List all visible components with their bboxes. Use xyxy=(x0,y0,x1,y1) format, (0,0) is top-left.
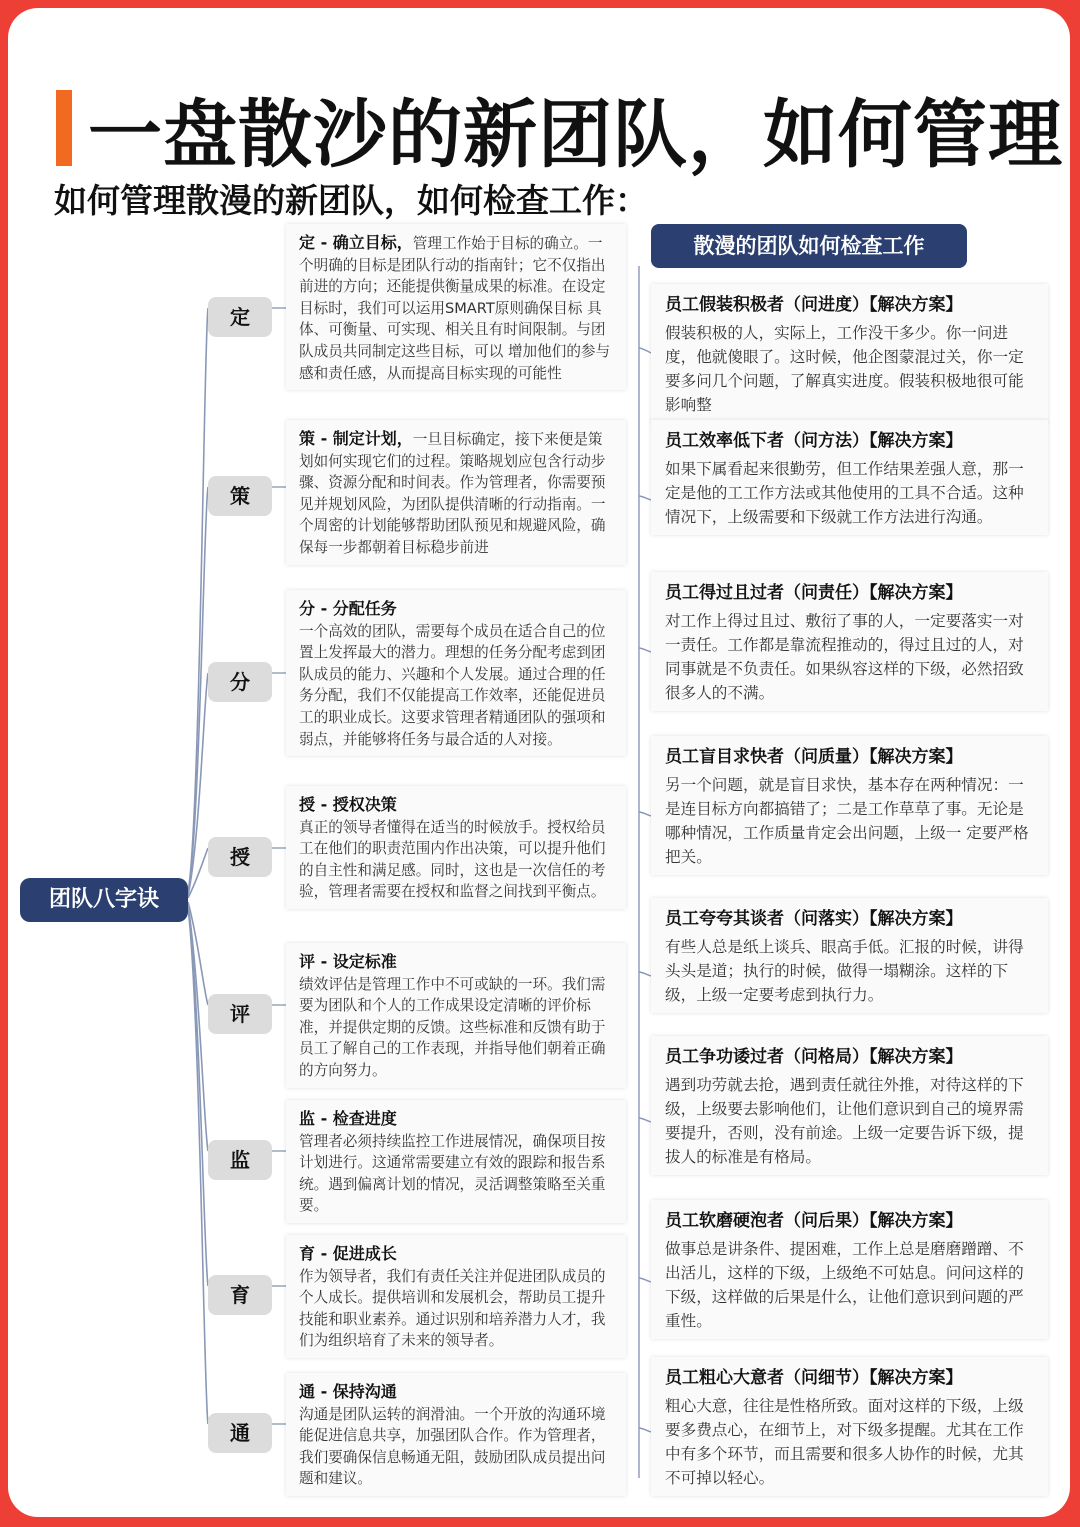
card-text: 沟通是团队运转的润滑油。一个开放的沟通环境能促进信息共享，加强团队合作。作为管理者，我们要确保信息畅通无阻，鼓励团队成员提出问题和建议。 xyxy=(299,1405,606,1488)
solution-card xyxy=(651,1200,1048,1339)
solution-text: 遇到功劳就去抢，遇到责任就往外推，对待这样的下级，上级要去影响他们，让他们意识到自己的境界需要提升，否则，没有前途。上级一定要告诉下级，提拔人的标准是有格局。 xyxy=(665,1076,1024,1166)
solution-text: 有些人总是纸上谈兵、眼高手低。汇报的时候，讲得头头是道；执行的时候，做得一塌糊涂。这样的下级，上级一定要考虑到执行力。 xyxy=(665,938,1024,1004)
solution-card xyxy=(651,572,1048,711)
poster xyxy=(8,8,1070,1517)
solution-card xyxy=(651,284,1048,423)
solution-heading: 员工假装积极者（问进度）【解决方案】 xyxy=(665,295,963,315)
solution-heading: 员工效率低下者（问方法）【解决方案】 xyxy=(665,431,963,451)
card-ping xyxy=(286,943,626,1088)
solution-heading: 员工盲目求快者（问质量）【解决方案】 xyxy=(665,747,963,767)
solution-heading: 员工粗心大意者（问细节）【解决方案】 xyxy=(665,1368,963,1388)
mindmap-root: 团队八字诀 xyxy=(20,878,188,922)
card-jian xyxy=(286,1100,626,1223)
right-section-header: 散漫的团队如何检查工作 xyxy=(651,224,967,268)
card-fen xyxy=(286,590,626,756)
node-ding: 定 xyxy=(208,297,272,337)
card-text: 一个高效的团队，需要每个成员在适合自己的位置上发挥最大的潜力。理想的任务分配考虑到团队成员的能力、兴趣和个人发展。通过合理的任务分配，我们不仅能提高工作效率，还能促进员工的职业成长。这要求管理者精通团队的强项和弱点，并能够将任务与最合适的人对接。 xyxy=(299,622,606,748)
card-heading: 评 - 设定标准 xyxy=(299,952,397,971)
card-text: 绩效评估是管理工作中不可或缺的一环。我们需要为团队和个人的工作成果设定清晰的评价标准，并提供定期的反馈。这些标准和反馈有助于员工了解自己的工作表现，并指导他们朝着正确的方向努力。 xyxy=(299,975,606,1079)
card-text: 作为领导者，我们有责任关注并促进团队成员的个人成长。提供培训和发展机会，帮助员工提升技能和职业素养。通过识别和培养潜力人才，我们为组织培育了未来的领导者。 xyxy=(299,1267,606,1350)
card-text: 一旦目标确定，接下来便是策划如何实现它们的过程。策略规划应包含行动步骤、资源分配和时间表。作为管理者，你需要预见并规划风险，为团队提供清晰的行动指南。一个周密的计划能够帮助团队预见和规避风险，确保每一步都朝着目标稳步前进 xyxy=(299,431,606,556)
solution-text: 粗心大意，往往是性格所致。面对这样的下级，上级要多费点心，在细节上，对下级多提醒。尤其在工作中有多个环节，而且需要和很多人协作的时候，尤其不可掉以轻心。 xyxy=(665,1397,1024,1487)
node-yu: 育 xyxy=(208,1275,272,1315)
solution-text: 另一个问题，就是盲目求快，基本存在两种情况：一是连目标方向都搞错了；二是工作草草了事。无论是哪种情况，工作质量肯定会出问题，上级一 定要严格把关。 xyxy=(665,776,1029,866)
card-ding xyxy=(286,224,626,390)
solution-card xyxy=(651,898,1048,1013)
solution-card xyxy=(651,1357,1048,1496)
solution-heading: 员工软磨硬泡者（问后果）【解决方案】 xyxy=(665,1211,963,1231)
node-tong: 通 xyxy=(208,1413,272,1453)
node-jian: 监 xyxy=(208,1140,272,1180)
card-heading: 监 - 检查进度 xyxy=(299,1109,397,1128)
card-ce xyxy=(286,420,626,565)
card-heading: 分 - 分配任务 xyxy=(299,599,397,618)
node-ce: 策 xyxy=(208,476,272,516)
node-ping: 评 xyxy=(208,994,272,1034)
card-shou xyxy=(286,786,626,909)
solution-heading: 员工得过且过者（问责任）【解决方案】 xyxy=(665,583,963,603)
solution-card xyxy=(651,420,1048,535)
page-subtitle: 如何管理散漫的新团队，如何检查工作： xyxy=(54,181,648,220)
solution-text: 如果下属看起来很勤劳，但工作结果差强人意，那一定是他的工工作方法或其他使用的工具不合适。这种情况下，上级需要和下级就工作方法进行沟通。 xyxy=(665,460,1024,526)
card-heading: 定 - 确立目标， xyxy=(299,233,413,252)
card-heading: 通 - 保持沟通 xyxy=(299,1382,397,1401)
card-heading: 授 - 授权决策 xyxy=(299,795,397,814)
solution-card xyxy=(651,736,1048,875)
card-yu xyxy=(286,1235,626,1358)
solution-text: 做事总是讲条件、提困难，工作上总是磨磨蹭蹭、不出活儿，这样的下级，上级绝不可姑息。问问这样的下级，这样做的后果是什么，让他们意识到问题的严重性。 xyxy=(665,1240,1024,1330)
node-shou: 授 xyxy=(208,837,272,877)
card-heading: 策 - 制定计划， xyxy=(299,429,413,448)
solution-card xyxy=(651,1036,1048,1175)
card-heading: 育 - 促进成长 xyxy=(299,1244,397,1263)
node-fen: 分 xyxy=(208,662,272,702)
card-text: 管理者必须持续监控工作进展情况，确保项目按计划进行。这通常需要建立有效的跟踪和报告系统。遇到偏离计划的情况，灵活调整策略至关重要。 xyxy=(299,1132,606,1215)
solution-text: 假装积极的人，实际上，工作没干多少。你一问进度，他就傻眼了。这时候，他企图蒙混过关，你一定要多问几个问题，了解真实进度。假装积极地很可能影响整 xyxy=(665,324,1024,414)
solution-text: 对工作上得过且过、敷衍了事的人，一定要落实一对一责任。工作都是靠流程推动的，得过且过的人，对同事就是不负责任。如果纵容这样的下级，必然招致很多人的不满。 xyxy=(665,612,1024,702)
card-text: 真正的领导者懂得在适当的时候放手。授权给员工在他们的职责范围内作出决策，可以提升他们的自主性和满足感。同时，这也是一次信任的考验，管理者需要在授权和监督之间找到平衡点。 xyxy=(299,818,606,901)
card-text: 管理工作始于目标的确立。一个明确的目标是团队行动的指南针；它不仅指出前进的方向；还能提供衡量成果的标准。在设定目标时，我们可以运用SMART原则确保目标 具体、可衡量、可实现、相关且有时间限制。与团队成员共同制定这些目标，可以 增加他们的参与感和责任感，从而提高目标实现的可能性 xyxy=(299,235,611,382)
solution-heading: 员工夸夸其谈者（问落实）【解决方案】 xyxy=(665,909,963,929)
card-tong xyxy=(286,1373,626,1496)
page-title: 一盘散沙的新团队，如何管理 xyxy=(88,92,1063,178)
solution-heading: 员工争功诿过者（问格局）【解决方案】 xyxy=(665,1047,963,1067)
